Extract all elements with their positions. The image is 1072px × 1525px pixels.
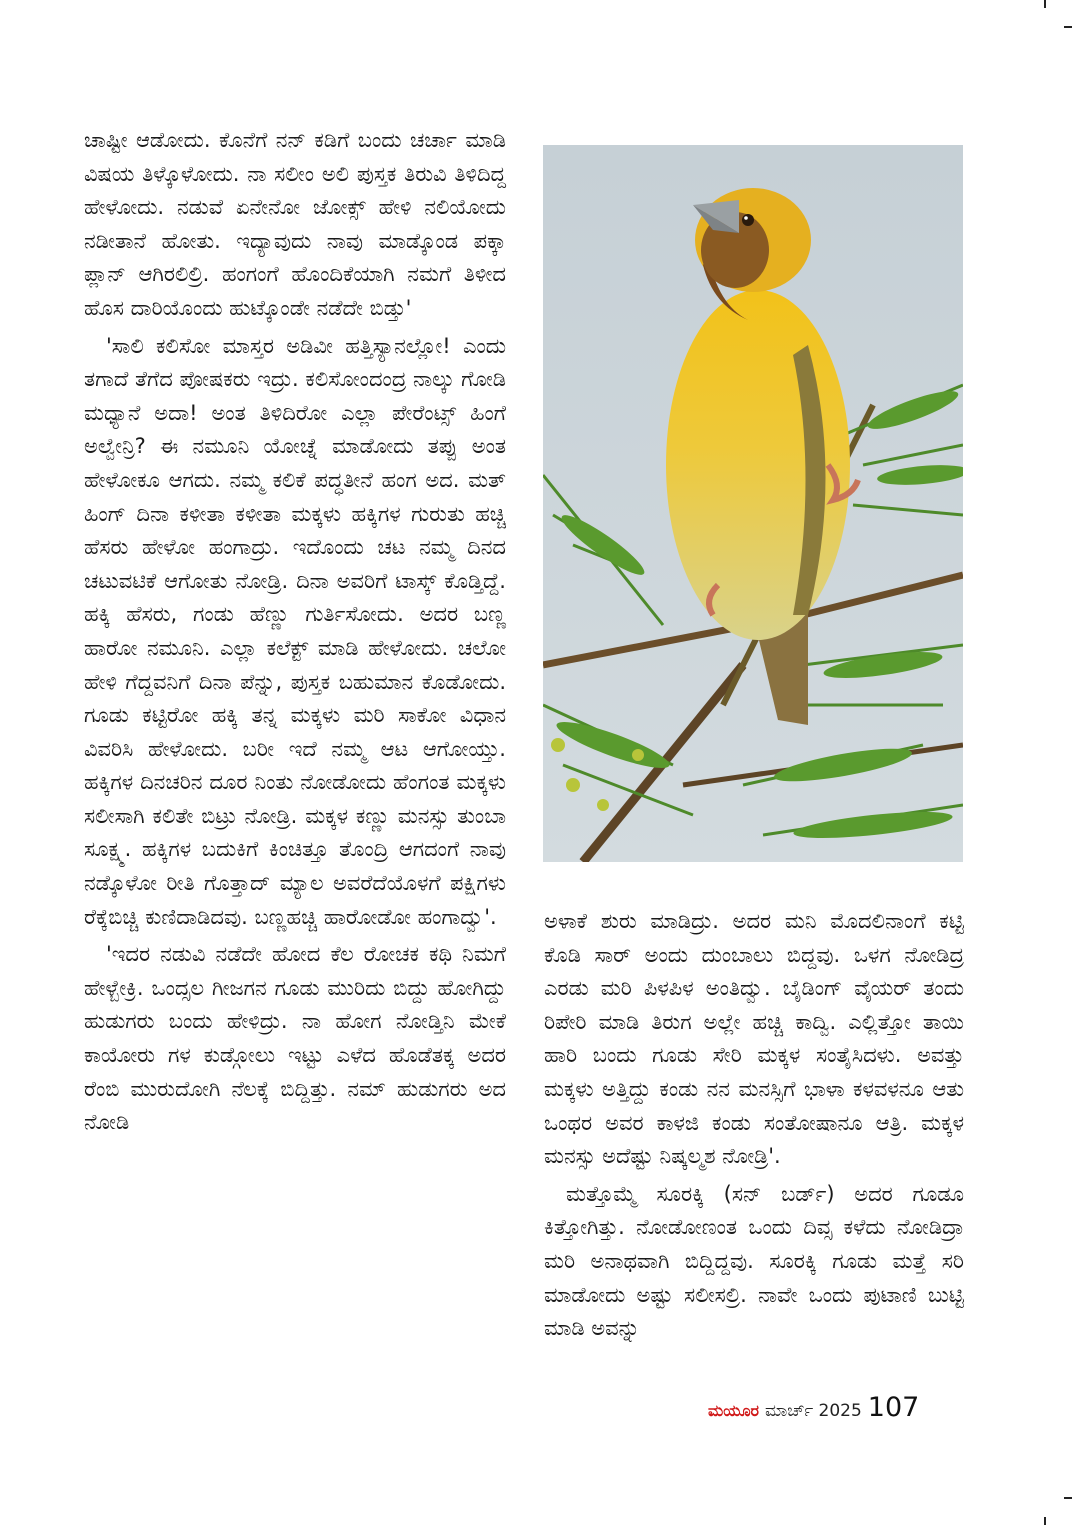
paragraph: 'ಸಾಲಿ ಕಲಿಸೋ ಮಾಸ್ತರ ಅಡಿವೀ ಹತ್ತಿಸ್ಯಾನಲ್ಲೋ! ಎಂದು ತಗಾದೆ ತೆಗೆದ ಪೋಷಕರು ಇದ್ರು. ಕಲಿಸೋಂದಂದ್ರ ನಾಲ್ಕು ಗೋಡಿ ಮಧ್ಯಾನೆ ಅದಾ! ಅಂತ ತಿಳಿದಿರೋ ಎಲ್ಲಾ ಪೇರೆಂಟ್ಸ್ ಹಿಂಗೆ ಅಲ್ವೇನ್ರಿ? ಈ ನಮೂನಿ ಯೋಚ್ನೆ ಮಾಡೋದು ತಪ್ಪು ಅಂತ ಹೇಳೋಕೂ ಆಗದು. ನಮ್ಮ ಕಲಿಕೆ ಪದ್ಧತೀನೆ ಹಂಗ ಅದ. ಮತ್ ಹಿಂಗ್ ದಿನಾ ಕಳೀತಾ ಕಳೀತಾ ಮಕ್ಕಳು ಹಕ್ಕಿಗಳ ಗುರುತು ಹಚ್ಚಿ ಹೆಸರು ಹೇಳೋ ಹಂಗಾದ್ರು. ಇದೊಂದು ಚಟ ನಮ್ಮ ದಿನದ ಚಟುವಟಿಕೆ ಆಗೋತು ನೋಡ್ರಿ. ದಿನಾ ಅವರಿಗೆ ಟಾಸ್ಕ್ ಕೊಡ್ತಿದ್ದೆ. ಹಕ್ಕಿ ಹೆಸರು, ಗಂಡು ಹೆಣ್ಣು ಗುರ್ತಿಸೋದು. ಅದರ ಬಣ್ಣ ಹಾರೋ ನಮೂನಿ. ಎಲ್ಲಾ ಕಲೆಕ್ಟ್ ಮಾಡಿ ಹೇಳೋದು. ಚಲೋ ಹೇಳಿ ಗೆದ್ದವನಿಗೆ ದಿನಾ ಪೆನ್ನು, ಪುಸ್ತಕ ಬಹುಮಾನ ಕೊಡೋದು. ಗೂಡು ಕಟ್ಟಿರೋ ಹಕ್ಕಿ ತನ್ನ ಮಕ್ಕಳು ಮರಿ ಸಾಕೋ ವಿಧಾನ ವಿವರಿಸಿ ಹೇಳೋದು. ಬರೀ ಇದೆ ನಮ್ಮ ಆಟ ಆಗೋಯ್ತು. ಹಕ್ಕಿಗಳ ದಿನಚರಿನ ದೂರ ನಿಂತು ನೋಡೋದು ಹೆಂಗಂತ ಮಕ್ಕಳು ಸಲೀಸಾಗಿ ಕಲಿತೇ ಬಿಟ್ರು ನೋಡ್ರಿ. ಮಕ್ಕಳ ಕಣ್ಣು ಮನಸ್ಸು ತುಂಬಾ ಸೂಕ್ಷ್ಮ. ಹಕ್ಕಿಗಳ ಬದುಕಿಗೆ ಕಿಂಚಿತ್ತೂ ತೊಂದ್ರಿ ಆಗದಂಗೆ ನಾವು ನಡ್ಕೊಳೋ ರೀತಿ ಗೊತ್ತಾದ್ ಮ್ಯಾಲ ಅವರೆದೆಯೊಳಗೆ ಪಕ್ಷಿಗಳು ರೆಕ್ಕೆಬಿಚ್ಚಿ ಕುಣಿದಾಡಿದವು. ಬಣ್ಣಹಚ್ಚಿ ಹಾರೋಡೋ ಹಂಗಾದ್ವು'. bbox=[84, 333, 506, 929]
right-column bbox=[544, 905, 964, 1346]
paragraph: 'ಇದರ ನಡುವಿ ನಡೆದೇ ಹೋದ ಕೆಲ ರೋಚಕ ಕಥಿ ನಿಮಗೆ ಹೇಳ್ಬೇಕ್ರಿ. ಒಂದ್ಸಲ ಗೀಜಗನ ಗೂಡು ಮುರಿದು ಬಿದ್ದು ಹೋಗಿದ್ದು ಹುಡುಗರು ಬಂದು ಹೇಳಿದ್ರು. ನಾ ಹೋಗ ನೋಡ್ತಿನಿ ಮೇಕೆ ಕಾಯೋರು ಗಳ ಕುಡ್ಗೋಲು ಇಟ್ಟು ಎಳೆದ ಹೊಡೆತಕ್ಕ ಅದರ ರೆಂಬಿ ಮುರುದೋಗಿ ನೆಲಕ್ಕೆ ಬಿದ್ದಿತ್ತು. ನಮ್ ಹುಡುಗರು ಅದ ನೋಡಿ bbox=[84, 942, 506, 1135]
crop-mark-bottom-right bbox=[1044, 1517, 1046, 1525]
crop-mark-right-lower bbox=[1064, 1497, 1072, 1499]
paragraph: ಮತ್ತೊಮ್ಮೆ ಸೂರಕ್ಕಿ (ಸನ್ ಬರ್ಡ್) ಅದರ ಗೂಡೂ ಕಿತ್ತೋಗಿತ್ತು. ನೋಡೋಣಂತ ಒಂದು ದಿವ್ಸ ಕಳೆದು ನೋಡಿದ್ರಾ ಮರಿ ಅನಾಥವಾಗಿ ಬಿದ್ದಿದ್ದವು. ಸೂರಕ್ಕಿ ಗೂಡು ಮತ್ತೆ ಸರಿ ಮಾಡೋದು ಅಷ್ಟು ಸಲೀಸಲ್ರಿ. ನಾವೇ ಒಂದು ಪುಟಾಣಿ ಬುಟ್ಟಿ ಮಾಡಿ ಅವನ್ನು bbox=[544, 1181, 964, 1341]
left-column bbox=[84, 124, 506, 1140]
bird-illustration bbox=[543, 145, 963, 862]
bird-photo bbox=[543, 145, 963, 862]
paragraph: ಅಳಾಕೆ ಶುರು ಮಾಡಿದ್ರು. ಅದರ ಮನಿ ಮೊದಲಿನಾಂಗೆ ಕಟ್ಟಿ ಕೊಡಿ ಸಾರ್ ಅಂದು ದುಂಬಾಲು ಬಿದ್ದವು. ಒಳಗ ನೋಡಿದ್ರ ಎರಡು ಮರಿ ಪಿಳಪಿಳ ಅಂತಿದ್ವು. ಬೈಡಿಂಗ್ ವೈಯರ್ ತಂದು ರಿಪೇರಿ ಮಾಡಿ ತಿರುಗ ಅಲ್ಲೇ ಹಚ್ಚಿ ಕಾದ್ವಿ. ಎಲ್ಲಿತ್ತೋ ತಾಯಿ ಹಾರಿ ಬಂದು ಗೂಡು ಸೇರಿ ಮಕ್ಕಳ ಸಂತೈಸಿದಳು. ಅವತ್ತು ಮಕ್ಕಳು ಅತ್ತಿದ್ದು ಕಂಡು ನನ ಮನಸ್ಸಿಗೆ ಭಾಳಾ ಕಳವಳನೂ ಆತು ಒಂಥರ ಅವರ ಕಾಳಜಿ ಕಂಡು ಸಂತೋಷಾನೂ ಆತ್ರಿ. ಮಕ್ಕಳ ಮನಸ್ಸು ಅದೆಷ್ಟು ನಿಷ್ಕಲ್ಮಶ ನೋಡ್ರಿ'. bbox=[544, 909, 964, 1169]
page-footer bbox=[708, 1392, 919, 1432]
paragraph: ಚಾಷ್ಟೀ ಆಡೋದು. ಕೊನೆಗೆ ನನ್ ಕಡಿಗೆ ಬಂದು ಚರ್ಚಾ ಮಾಡಿ ವಿಷಯ ತಿಳ್ಕೊಳೋದು. ನಾ ಸಲೀಂ ಅಲಿ ಪುಸ್ತಕ ತಿರುವಿ ತಿಳಿದಿದ್ದ ಹೇಳೋದು. ನಡುವೆ ಏನೇನೋ ಜೋಕ್ಸ್ ಹೇಳಿ ನಲಿಯೋದು ನಡೀತಾನೆ ಹೋತು. ಇದ್ಯಾವುದು ನಾವು ಮಾಡ್ಕೊಂಡ ಪಕ್ಕಾ ಪ್ಲಾನ್ ಆಗಿರಲಿಲ್ರಿ. ಹಂಗಂಗೆ ಹೊಂದಿಕೆಯಾಗಿ ನಮಗೆ ತಿಳೀದ ಹೊಸ ದಾರಿಯೊಂದು ಹುಟ್ಕೊಂಡೇ ನಡೆದೇ ಬಿಡ್ತು' bbox=[84, 128, 506, 320]
page-number: 107 bbox=[867, 1392, 920, 1423]
magazine-logo: ಮಯೂರ bbox=[708, 1401, 760, 1420]
crop-mark-right-upper bbox=[1064, 26, 1072, 28]
issue-date: ಮಾರ್ಚ್ 2025 bbox=[765, 1401, 862, 1421]
crop-mark-top-right bbox=[1044, 0, 1046, 8]
